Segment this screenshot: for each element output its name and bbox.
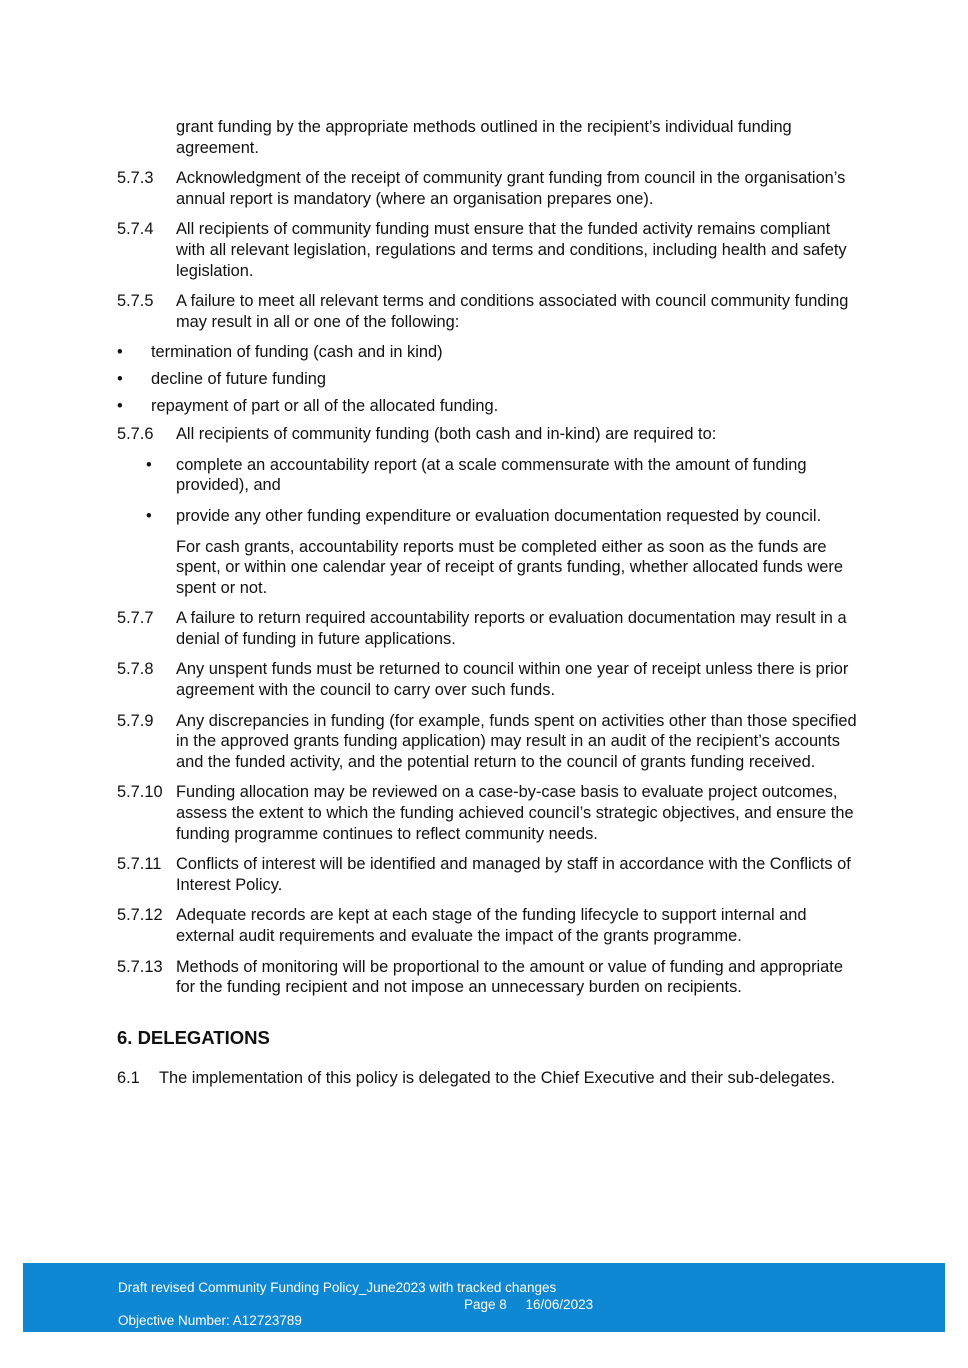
- clause-number: 5.7.6: [117, 425, 154, 444]
- clause-5-7-13: [117, 957, 857, 998]
- clause-5-7-7: [117, 608, 857, 649]
- clause-6-1: [117, 1068, 857, 1089]
- bullet-icon: •: [117, 369, 123, 388]
- clause-number: 5.7.8: [117, 660, 154, 679]
- clause-text: Conflicts of interest will be identified and managed by staff in accordance with the Conflicts of Interest Policy.: [176, 855, 851, 894]
- clause-text: Adequate records are kept at each stage of the funding lifecycle to support internal and external audit requirements and evaluate the impact of the grants programme.: [176, 906, 807, 945]
- policy-body: [117, 117, 857, 1099]
- clause-5-7-5: [117, 291, 857, 332]
- clause-5-7-12: [117, 905, 857, 946]
- list-item: • complete an accountability report (at a scale commensurate with the amount of funding provided), and: [146, 455, 807, 495]
- clause-number: 5.7.13: [117, 957, 163, 976]
- bullet-icon: •: [146, 455, 152, 474]
- clause-text: A failure to meet all relevant terms and conditions associated with council community funding may result in all or one of the following:: [176, 292, 849, 331]
- clause-text: All recipients of community funding must ensure that the funded activity remains compliant with all relevant legislation, regulations and terms and conditions, including health and safety legislation.: [176, 220, 847, 280]
- clause-text: Methods of monitoring will be proportional to the amount or value of funding and appropriate for the funding recipient and not impose an unnecessary burden on recipients.: [176, 957, 843, 997]
- clause-5-7-10: [117, 782, 857, 844]
- clause-5-7-3: [117, 168, 857, 209]
- continuation-text: grant funding by the appropriate methods outlined in the recipient’s individual funding agreement.: [176, 118, 792, 157]
- clause-number: 5.7.7: [117, 609, 154, 628]
- clause-number: 5.7.11: [117, 855, 162, 874]
- clause-5-7-4: [117, 219, 857, 281]
- clause-number: 5.7.4: [117, 220, 154, 239]
- section-heading-delegations: 6. DELEGATIONS: [117, 1026, 270, 1048]
- clause-number: 5.7.10: [117, 783, 163, 802]
- bullet-list-5-7-6: [117, 455, 857, 527]
- clause-text: Any unspent funds must be returned to council within one year of receipt unless there is prior agreement with the council to carry over such funds.: [176, 660, 849, 700]
- bullet-list-5-7-5: [117, 342, 857, 416]
- clause-text: Any discrepancies in funding (for example, funds spent on activities other than those specified in the approved grants funding application) may result in an audit of the recipient’s accounts and the funded activity, and the potential return to the council of grants funding received.: [176, 711, 857, 771]
- bullet-icon: •: [117, 396, 123, 415]
- clause-number: 5.7.5: [117, 292, 154, 311]
- bullet-icon: •: [146, 506, 152, 525]
- footer-page-date: Page 8 16/06/2023: [464, 1297, 594, 1312]
- clause-text: A failure to return required accountability reports or evaluation documentation may result in a denial of funding in future applications.: [176, 609, 847, 648]
- clause-5-7-8: [117, 659, 857, 700]
- clause-number: 5.7.9: [117, 711, 154, 730]
- clause-number: 5.7.3: [117, 169, 154, 188]
- clause-text: All recipients of community funding (both cash and in-kind) are required to:: [176, 425, 717, 444]
- page-footer: [23, 1263, 945, 1332]
- clause-5-7-9: [117, 711, 857, 773]
- list-item: • repayment of part or all of the allocated funding.: [117, 396, 499, 415]
- bullet-icon: •: [117, 343, 123, 362]
- clause-5-7-11: [117, 854, 857, 895]
- footer-objective-number: Objective Number: A12723789: [118, 1313, 302, 1328]
- list-item: • decline of future funding: [117, 369, 326, 388]
- cash-grants-note: For cash grants, accountability reports must be completed either as soon as the funds are spent, or within one calendar year of receipt of grants funding, whether allocated funds were spent or not.: [176, 537, 843, 597]
- clause-5-7-6: [117, 424, 857, 445]
- clause-number: 6.1: [117, 1069, 140, 1088]
- list-item: • termination of funding (cash and in kind): [117, 343, 443, 362]
- clause-number: 5.7.12: [117, 906, 163, 925]
- list-item: • provide any other funding expenditure or evaluation documentation requested by council.: [146, 506, 822, 525]
- clause-text: The implementation of this policy is delegated to the Chief Executive and their sub-delegates.: [159, 1069, 836, 1088]
- clause-text: Acknowledgment of the receipt of community grant funding from council in the organisation’s annual report is mandatory (where an organisation prepares one).: [176, 169, 846, 208]
- clause-text: Funding allocation may be reviewed on a case-by-case basis to evaluate project outcomes, assess the extent to which the funding achieved council’s strategic objectives, and ensure the funding programme continues to reflect community needs.: [176, 783, 854, 843]
- footer-document-title: Draft revised Community Funding Policy_June2023 with tracked changes: [118, 1280, 557, 1295]
